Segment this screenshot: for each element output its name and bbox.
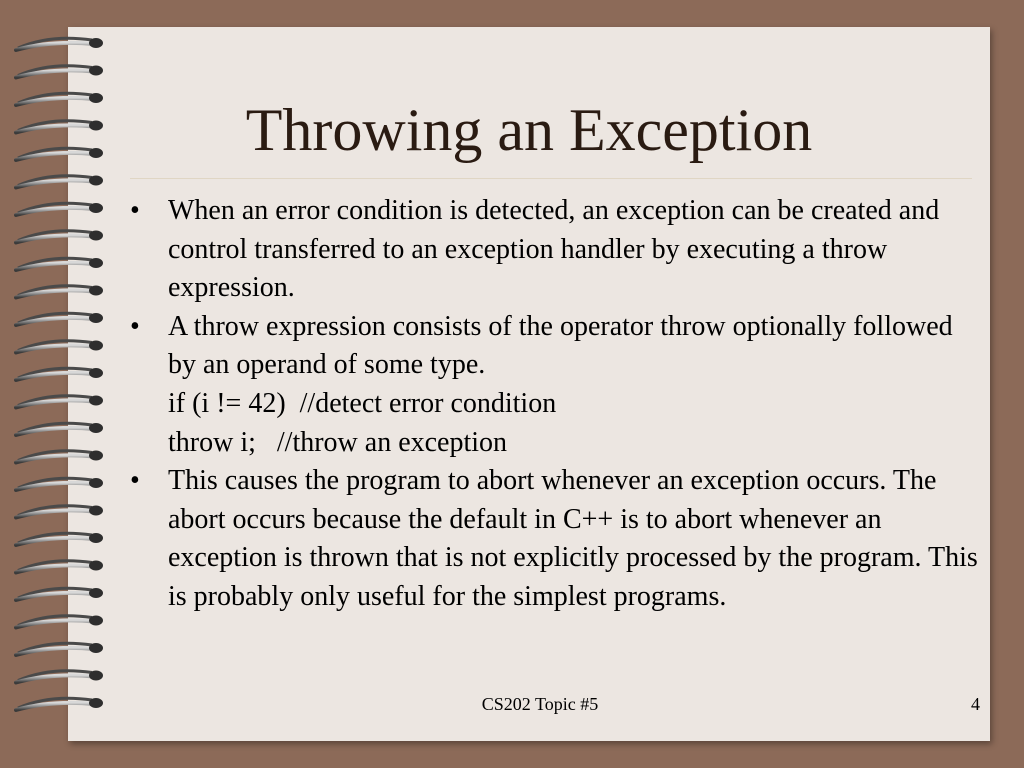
- spiral-ring: [16, 588, 103, 600]
- spiral-ring: [16, 341, 103, 353]
- footer-page-number: 4: [971, 694, 980, 714]
- slide-title: Throwing an Exception: [245, 97, 813, 163]
- spiral-ring: [16, 451, 103, 463]
- code-line: if (i != 42) //detect error condition: [168, 387, 557, 419]
- spiral-ring: [16, 368, 103, 380]
- spiral-ring: [16, 533, 103, 545]
- spiral-ring: [16, 396, 103, 408]
- bullet-marker: •: [130, 310, 140, 342]
- spiral-ring: [16, 506, 103, 518]
- spiral-ring: [16, 313, 103, 325]
- spiral-ring: [16, 671, 103, 683]
- bullet-item: [128, 192, 978, 308]
- bullet-marker: •: [130, 465, 140, 497]
- spiral-ring: [16, 38, 103, 50]
- spiral-ring: [16, 698, 103, 710]
- bullet-item: [128, 462, 978, 616]
- code-line: throw i; //throw an exception: [168, 426, 508, 458]
- spiral-ring: [16, 203, 103, 215]
- spiral-ring: [16, 66, 103, 78]
- spiral-ring: [16, 616, 103, 628]
- spiral-ring: [16, 231, 103, 243]
- spiral-ring: [16, 286, 103, 298]
- bullet-text: A throw expression consists of the operator throw optionally followed by an operand of some type.: [168, 310, 953, 381]
- spiral-ring: [16, 423, 103, 435]
- spiral-ring: [16, 258, 103, 270]
- bullet-text: When an error condition is detected, an exception can be created and control transferred to an exception handler by executing a throw expression.: [168, 195, 940, 304]
- slide-body: [128, 192, 978, 617]
- spiral-ring: [16, 478, 103, 490]
- spiral-ring: [16, 643, 103, 655]
- footer-course-label: CS202 Topic #5: [481, 694, 599, 714]
- bullet-text: This causes the program to abort whenever an exception occurs. The abort occurs because the default in C++ is to abort whenever an exception is thrown that is not explicitly processed by the program. This is probably only useful for the simplest programs.: [168, 465, 978, 612]
- spiral-ring: [16, 176, 103, 188]
- bullet-item: [128, 308, 978, 385]
- bullet-marker: •: [130, 195, 140, 226]
- title-divider: [130, 178, 972, 179]
- spiral-ring: [16, 561, 103, 573]
